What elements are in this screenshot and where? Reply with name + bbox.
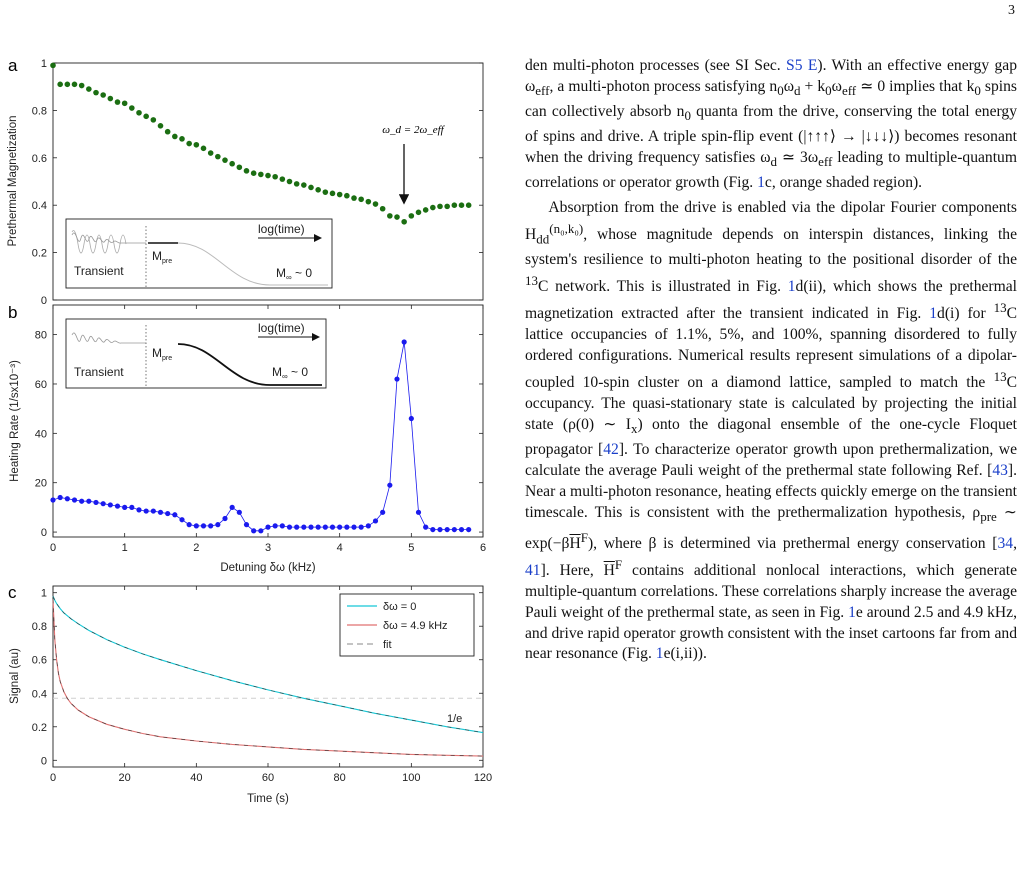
data-point [294, 525, 299, 530]
panel-c-xlabel: Time (s) [247, 793, 289, 805]
panel-b-inset [66, 319, 326, 388]
data-point [294, 181, 300, 187]
data-point [459, 202, 465, 208]
data-point [251, 528, 256, 533]
data-point [129, 505, 134, 510]
panel-c-letter: c [8, 583, 17, 602]
data-point [208, 150, 214, 156]
data-point [373, 201, 379, 207]
data-point [101, 501, 106, 506]
data-point [366, 523, 371, 528]
data-point [280, 523, 285, 528]
panel-a-letter: a [8, 56, 18, 75]
ytick-label: 0.4 [31, 200, 47, 213]
xtick-label: 5 [408, 542, 415, 554]
data-point [337, 525, 342, 530]
xtick-label: 80 [333, 772, 346, 784]
data-point [86, 499, 91, 504]
inset-a-logtime: log(time) [258, 222, 305, 236]
link-ref-43[interactable]: 43 [992, 461, 1008, 479]
data-point [222, 157, 228, 163]
link-fig1d-b[interactable]: 1 [929, 305, 938, 323]
data-point [409, 213, 415, 219]
ytick-label: 0 [40, 295, 47, 307]
panel-c-legend [340, 594, 474, 656]
data-point [323, 525, 328, 530]
data-point [437, 204, 443, 210]
panel-b-xlabel: Detuning δω (kHz) [220, 562, 316, 574]
data-point [79, 83, 85, 89]
data-point [237, 164, 243, 170]
ytick-label: 0.8 [31, 105, 47, 118]
xtick-label: 6 [479, 542, 487, 554]
ytick-label: 0 [40, 755, 47, 768]
data-point [179, 517, 184, 522]
data-point [308, 525, 313, 530]
data-point [380, 206, 386, 212]
data-point [466, 527, 471, 532]
data-point [258, 528, 263, 533]
xtick-label: 0 [49, 542, 57, 554]
link-fig1d-a[interactable]: 1 [787, 277, 796, 295]
data-point [244, 168, 250, 174]
data-point [402, 339, 407, 344]
data-point [58, 495, 63, 500]
link-fig1e[interactable]: 1 [848, 603, 856, 621]
data-point [201, 523, 206, 528]
ytick-label: 60 [34, 378, 47, 391]
data-point [280, 176, 286, 182]
data-point [244, 522, 249, 527]
data-point [466, 202, 472, 208]
data-point [344, 193, 350, 199]
data-point [172, 512, 177, 517]
inset-b-logtime: log(time) [258, 321, 305, 335]
data-point [337, 192, 343, 198]
xtick-label: 40 [190, 772, 203, 784]
data-point [287, 179, 293, 185]
data-point [358, 196, 364, 202]
data-point [423, 525, 428, 530]
data-point [437, 527, 442, 532]
data-point [222, 516, 227, 521]
body-text [525, 56, 1017, 665]
data-point [452, 527, 457, 532]
link-fig1c[interactable]: 1 [757, 173, 765, 191]
data-point [215, 154, 221, 160]
data-point [459, 527, 464, 532]
panel-a-ylabel: Prethermal Magnetization [7, 115, 19, 247]
data-point [151, 508, 156, 513]
data-point [72, 497, 77, 502]
data-point [301, 525, 306, 530]
panel-c-ylabel: Signal (au) [9, 648, 21, 704]
data-point [122, 505, 127, 510]
data-point [158, 123, 164, 129]
data-point [315, 187, 321, 193]
data-point [187, 522, 192, 527]
link-ref-41[interactable]: 41 [525, 561, 541, 579]
data-point [144, 508, 149, 513]
data-point [50, 497, 55, 502]
data-point [158, 510, 163, 515]
data-point [79, 499, 84, 504]
data-point [179, 136, 185, 142]
data-point [151, 117, 157, 123]
data-point [208, 523, 213, 528]
data-point [129, 105, 135, 111]
ytick-label: 1 [40, 587, 47, 600]
data-point [108, 96, 114, 102]
data-point [445, 527, 450, 532]
data-point [416, 210, 422, 216]
panel-a-inset [66, 219, 332, 288]
data-point [237, 510, 242, 515]
link-ref-42[interactable]: 42 [603, 440, 619, 458]
inset-a-transient: Transient [74, 264, 124, 278]
link-ref-34[interactable]: 34 [997, 534, 1014, 552]
data-point [330, 525, 335, 530]
xtick-label: 2 [193, 542, 200, 554]
data-point [143, 114, 149, 120]
panel-b-ylabel: Heating Rate (1/sx10⁻³) [9, 360, 21, 482]
data-point [351, 525, 356, 530]
ytick-label: 0.2 [31, 247, 47, 260]
data-point [186, 141, 192, 147]
data-point [351, 195, 357, 201]
panel-b [8, 303, 486, 574]
xtick-label: 100 [402, 772, 421, 784]
panel-b-letter: b [8, 303, 18, 322]
legend-label-1: δω = 4.9 kHz [383, 620, 448, 632]
panel-c [8, 583, 492, 805]
inset-b-minf: $M_\infty$ ~ 0 [272, 365, 309, 381]
ytick-label: 80 [34, 329, 47, 342]
data-point [72, 82, 78, 88]
inset-b-transient: Transient [74, 365, 124, 379]
data-point [194, 523, 199, 528]
xtick-label: 3 [264, 542, 272, 554]
paragraph-2: Absorption from the drive is enabled via the dipolar Fourier components $H_{dd}^{(n_0,k_0)}$, whose magnitude depends on interspin distances, linking the system's resilience to multi-photon heating to the positional disorder of the $^{13}$C network. This is illustrated in Fig. 1d(ii), which shows the prethermal magnetization extracted after the transient indicated in Fig. 1d(i) for $^{13}$C lattice occupancies of 1.1%, 5%, and 100%, spanning disordered to fully ordered configurations. Numerical results represent simulations of a dipolar-coupled 10-spin cluster on a diamond lattice, sampled to match the $^{13}$C occupancy. The quasi-stationary state is calculated by projecting the initial state (ρ(0) ∼ $I_x$) onto the diagonal ensemble of the one-cycle Floquet propagator [42]. To characterize operator growth upon prethermalization, we calculate the average Pauli weight of the prethermal state following Ref. [43]. Near a multi-photon resonance, heating effects quickly emerge on the transient timescale. This is consistent with the prethermalization hypothesis, $\rho_{pre}$ ∼ $\exp(-\beta\overline{H}^F)$, where β is determined via prethermal energy conservation [34, 41]. Here, $\overline{H}^F$ contains additional nonlocal interactions, which generate multiple-quantum correlations. These correlations sharply increase the average Pauli weight of the prethermal state, as seen in Fig. 1e around 2.5 and 4.9 kHz, and drive rapid operator growth consistent with the inset cartoons far from and near resonance (Fig. 1e(i,ii)). [525, 198, 1018, 663]
data-point [65, 82, 71, 88]
data-point [273, 523, 278, 528]
resonance-annotation: ω_d = 2ω_eff [382, 124, 444, 136]
xtick-label: 4 [336, 542, 343, 554]
data-point [50, 63, 56, 69]
data-point [401, 219, 407, 225]
ytick-label: 0.6 [31, 152, 47, 165]
data-point [57, 82, 63, 88]
paragraph-1: den multi-photon processes (see SI Sec. S5 E). With an effective energy gap $\omega_{eff}$, a multi-photon process satisfying $n_0\omega_d + k_0\omega_{eff}$ ≃ 0 implies that $k_0$ spins can collectively absorb $n_0$ quanta from the drive, conserving the total energy of spins and drive. A triple spin-flip event (|↑↑↑⟩ → |↓↓↓⟩) becomes resonant when the driving frequency satisfies $\omega_d$ ≃ $3\omega_{eff}$ leading to multiple-quantum correlations or operator growth (Fig. 1c, orange shaded region). [525, 57, 1017, 191]
data-point [136, 507, 141, 512]
figure-1 [0, 0, 500, 883]
data-point [272, 174, 278, 180]
data-point [452, 202, 458, 208]
data-point [165, 129, 171, 135]
data-point [172, 134, 178, 140]
inset-a-minf: $M_\infty$ ~ 0 [276, 266, 313, 282]
xtick-label: 20 [118, 772, 131, 784]
ytick-label: 0.4 [31, 688, 47, 701]
xtick-label: 0 [49, 772, 57, 784]
data-point [308, 185, 314, 191]
data-point [258, 172, 264, 178]
ytick-label: 0 [40, 527, 47, 540]
data-point [344, 525, 349, 530]
data-point [287, 525, 292, 530]
data-point [86, 86, 92, 92]
inset-b-mpre: $M_{pre}$ [152, 346, 173, 362]
data-point [409, 416, 414, 421]
data-point [65, 496, 70, 501]
xtick-label: 1 [121, 542, 128, 554]
data-point [115, 504, 120, 509]
panel-a-points [50, 63, 471, 225]
data-point [301, 182, 307, 188]
data-point [430, 527, 435, 532]
data-point [423, 207, 429, 213]
data-point [194, 142, 200, 148]
data-point [359, 525, 364, 530]
panel-c-e-label: 1/e [447, 713, 463, 725]
data-point [265, 525, 270, 530]
data-point [394, 376, 399, 381]
data-point [394, 214, 400, 220]
data-point [330, 191, 336, 197]
ytick-label: 1 [40, 58, 47, 70]
data-point [201, 146, 207, 152]
xtick-label: 120 [473, 772, 493, 784]
data-point [93, 90, 99, 96]
page-number: 3 [1008, 3, 1015, 18]
legend-label-2: fit [383, 639, 392, 651]
ytick-label: 40 [34, 428, 47, 441]
legend-label-0: δω = 0 [383, 601, 417, 613]
data-point [115, 99, 121, 105]
data-point [380, 510, 385, 515]
data-point [316, 525, 321, 530]
data-point [136, 110, 142, 116]
data-point [366, 199, 372, 205]
panel-a [7, 56, 483, 307]
data-point [373, 518, 378, 523]
data-point [387, 483, 392, 488]
data-point [387, 213, 393, 219]
ytick-label: 0.2 [31, 721, 47, 734]
data-point [251, 170, 257, 176]
data-point [108, 502, 113, 507]
data-point [323, 189, 329, 195]
data-point [416, 510, 421, 515]
data-point [265, 173, 271, 179]
data-point [229, 161, 235, 167]
data-point [100, 92, 106, 98]
link-s5e[interactable]: S5 E [786, 57, 818, 74]
data-point [93, 500, 98, 505]
data-point [215, 522, 220, 527]
data-point [444, 204, 450, 210]
data-point [122, 100, 128, 106]
xtick-label: 60 [261, 772, 275, 784]
data-point [430, 205, 436, 211]
ytick-label: 20 [34, 477, 47, 490]
link-fig1e-b[interactable]: 1 [655, 645, 664, 663]
data-point [230, 505, 235, 510]
ytick-label: 0.6 [31, 654, 47, 667]
ytick-label: 0.8 [31, 621, 47, 634]
inset-a-mpre: $M_{pre}$ [152, 249, 173, 265]
data-point [165, 511, 170, 516]
